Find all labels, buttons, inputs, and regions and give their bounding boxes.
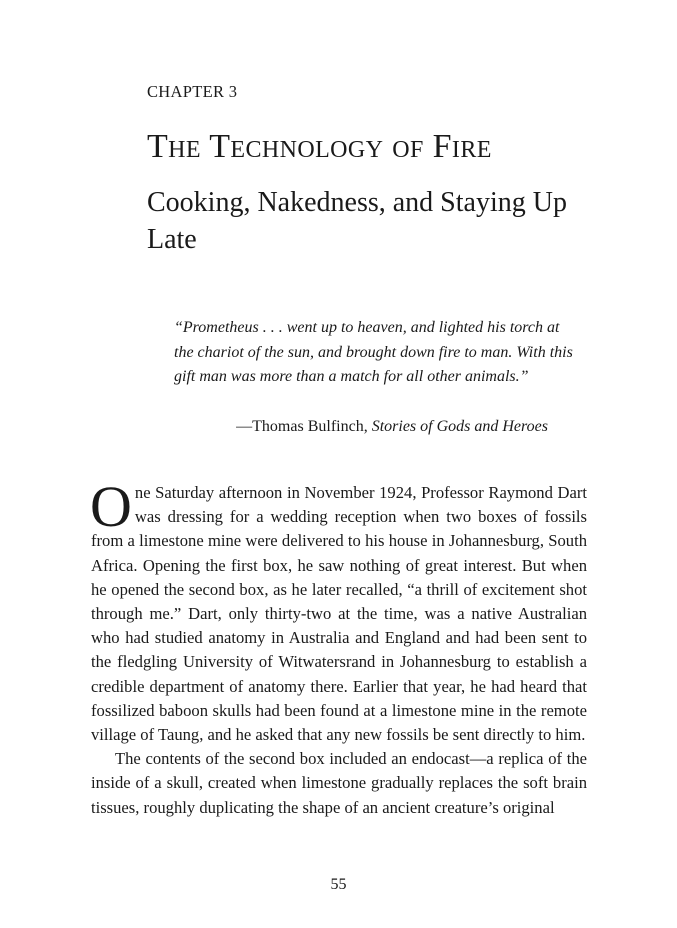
epigraph-work-title: Stories of Gods and Heroes bbox=[371, 418, 548, 435]
drop-cap: O bbox=[90, 474, 132, 539]
epigraph-quote: “Prometheus . . . went up to heaven, and lighted his torch at the chariot of the sun, and brought down fire to man. With this gift man was more than a match for all other animals.” bbox=[174, 319, 573, 385]
body-paragraph-1 bbox=[90, 474, 587, 747]
epigraph-attribution bbox=[0, 415, 548, 439]
body-text bbox=[90, 474, 587, 820]
page-number: 55 bbox=[330, 876, 347, 893]
chapter-title: The Technology of Fire bbox=[147, 128, 492, 165]
body-paragraph-2: The contents of the second box included an endocast—a replica of the inside of a skull, created when limestone gradually replaces the soft brain tissues, roughly duplicating the shape of an ancient creature’s original bbox=[91, 749, 587, 817]
epigraph-author: —Thomas Bulfinch, bbox=[236, 418, 368, 435]
chapter-label: CHAPTER 3 bbox=[147, 82, 238, 101]
body-paragraph-1-text: ne Saturday afternoon in November 1924, Professor Raymond Dart was dressing for a wedding reception when two boxes of fossils from a limestone mine were delivered to his house in Johannesburg, South Africa. Opening the first box, he saw nothing of great interest. But when he opened the second box, as he later recalled, “a thrill of excitement shot through me.” Dart, only thirty-two at the time, was a native Australian who had studied anatomy in Australia and England and had been sent to the fledgling University of Witwatersrand in Johannesburg to establish a credible department of anatomy there. Earlier that year, he had heard that fossilized baboon skulls had been found at a limestone mine in the remote village of Taung, and he asked that any new fossils be sent directly to him. bbox=[91, 483, 587, 745]
chapter-subtitle: Cooking, Nakedness, and Staying Up Late bbox=[147, 187, 567, 255]
